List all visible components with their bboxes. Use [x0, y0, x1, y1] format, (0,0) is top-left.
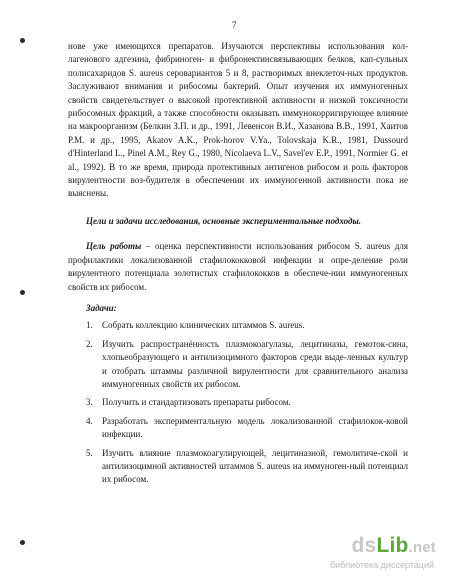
task-item: 5. Изучить влияние плазмокоагулирующей, лецитиназной, гемолитиче-ской и антилизоцимной активностей штаммов S. aureus на иммуноген-ный потенциал их рибосом. — [86, 447, 408, 485]
tasks-list — [68, 319, 408, 486]
tasks-title: Задачи: — [86, 302, 117, 313]
goal-paragraph — [68, 240, 408, 294]
goal-text: – оценка перспективности использования рибосом S. aureus для профилактики локализованной стафилококковой инфекции и опре-деление роли вирулентного потенциала золотистых стафилококков в обеспече-нии иммуногенных свойств их рибосом. — [68, 241, 408, 292]
goal-label: Цель работы — [86, 241, 142, 252]
task-item: 1. Собрать коллекцию клинических штаммов S. aureus. — [86, 320, 305, 331]
dslib-logo[interactable]: dsLib.net — [351, 534, 436, 557]
dslib-watermark[interactable] — [316, 534, 436, 574]
page-number: 7 — [232, 20, 237, 30]
task-item: 2. Изучить распространённость плазмокоагулазы, лецитиназы, гемоток-сина, хлопьеобразующего и антилизоцимного факторов среди выде-ленных культур и отобрать штаммы различной вирулентности для сравнительного анализа иммуногенных свойств их рибосом. — [86, 338, 408, 389]
intro-paragraph: нове уже имеющихся препаратов. Изучаются перспективы использования кол-лагенового адгезина, фибриноген- и фибронектинсвязывающих белков, кап-сульных полисахаридов S. aureus серовариантов 5 и 8, растворимых внеклеточ-ных продуктов. Заслуживают внимания и рибосомы бактерий. Опыт изучения их иммуногенных свойств свидетельствует о высокой протективной активности и низкой токсичности рибосомных фракций, а также способности оказывать иммунокорригирующее влияние на макроорганизм (Белкин З.П. и др., 1991, Левенсон В.И., Хазанова В.В., 1991, Хаитов Р.М. и др., 1995, Akatov A.K., Prok-horov V.Ya., Tolovskaja K.R., 1981, Dussourd d'Hinterland L., Pinel A.M., Rey G., 1980, Nicolaeva L.V., Savel'ev E.P., 1991, Normier G. et al., 1992). В то же время, природа протективных антигенов рибосом и роль факторов вирулентности воз-будителя в обеспечении их иммуногенной активности пока не выяснены. — [68, 41, 408, 199]
binding-hole-middle — [20, 290, 25, 295]
task-item: 4. Разработать экспериментальную модель локализованной стафилокок-ковой инфекции. — [86, 415, 408, 440]
binding-hole-bottom — [20, 540, 25, 545]
dslib-tagline: библиотека диссертаций — [329, 560, 434, 570]
binding-hole-top — [20, 38, 25, 43]
document-body — [68, 40, 408, 492]
task-item: 3. Получить и стандартизовать препараты рибосом. — [86, 397, 291, 408]
section-heading: Цели и задачи исследования, основные экспериментальные подходы. — [86, 215, 361, 226]
